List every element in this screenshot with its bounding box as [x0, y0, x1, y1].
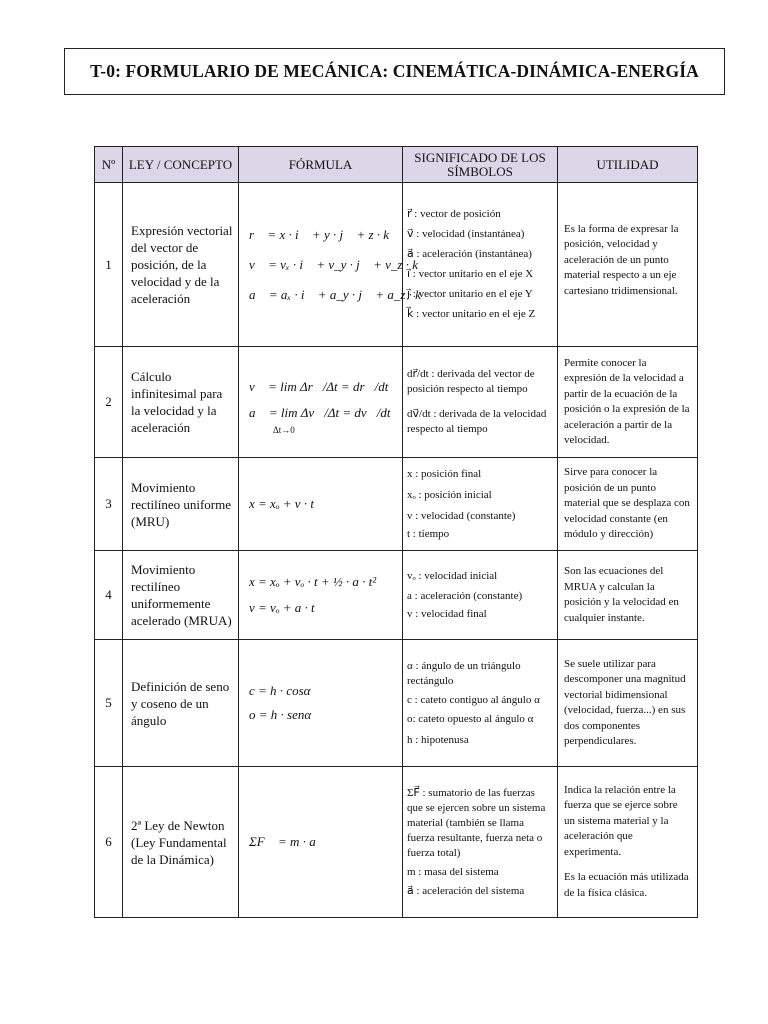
header-formula: FÓRMULA [239, 147, 403, 183]
row-symbols-cell [403, 551, 558, 640]
row-formula-cell [239, 347, 403, 458]
table-row [95, 767, 698, 918]
formula-line: v⃗ = lim Δr⃗/Δt = dr⃗/dt [249, 379, 389, 394]
symbol-line: dr⃗/dt : derivada del vector de posición respecto al tiempo [407, 368, 535, 395]
symbol-line: a⃗ : aceleración (instantánea) [407, 248, 532, 260]
row-symbols-cell [403, 458, 558, 551]
row-concept: Expresión vectorial del vector de posición, de la velocidad y de la aceleración [123, 183, 239, 347]
table-row [95, 347, 698, 458]
row-utility-cell [558, 551, 698, 640]
table-row [95, 551, 698, 640]
formula-line: a⃗ = aₓ · i⃗ + a_y · j⃗ + a_z · k⃗ [249, 286, 432, 302]
row-concept: Definición de seno y coseno de un ángulo [123, 640, 239, 767]
row-number: 5 [95, 640, 123, 767]
formula-line: v = vₒ + a · t [249, 600, 315, 615]
formula-line: v⃗ = vₓ · i⃗ + v_y · j⃗ + v_z · k⃗ [249, 256, 429, 272]
row-utility-cell [558, 458, 698, 551]
header-row [95, 147, 698, 183]
formula-line: r⃗ = x · i⃗ + y · j⃗ + z · k⃗ [249, 226, 400, 242]
formula-line: c = h · cosα [249, 683, 311, 698]
formula-line: o = h · senα [249, 707, 312, 722]
formula-table [94, 146, 698, 918]
limit-subscript: Δt→0 [273, 425, 295, 435]
symbol-line: r⃗ : vector de posición [407, 208, 501, 220]
row-concept: Movimiento rectilíneo uniformemente acelerado (MRUA) [123, 551, 239, 640]
row-formula-cell [239, 551, 403, 640]
formula-line: x = xₒ + vₒ · t + ½ · a · t² [249, 574, 377, 589]
symbol-line: x : posición final [407, 467, 482, 480]
symbol-line: c : cateto contiguo al ángulo α [407, 693, 540, 706]
symbol-line: a⃗ : aceleración del sistema [407, 884, 525, 897]
row-number: 4 [95, 551, 123, 640]
utility-text: Es la forma de expresar la posición, velocidad y aceleración de un punto material respecto a un eje cartesiano tridimensional. [564, 222, 679, 297]
header-utility: UTILIDAD [558, 147, 698, 183]
row-utility-cell [558, 640, 698, 767]
formula-line: x = xₒ + v · t [249, 496, 314, 511]
symbol-line: j⃗ : vector unitario en el eje Y [407, 288, 533, 300]
utility-text: Es la ecuación más utilizada de la física clásica. [564, 871, 689, 899]
row-formula-cell [239, 640, 403, 767]
row-concept: Movimiento rectilíneo uniforme (MRU) [123, 458, 239, 551]
symbol-line: o: cateto opuesto al ángulo α [407, 712, 534, 725]
row-formula-cell [239, 767, 403, 918]
table-row [95, 458, 698, 551]
utility-text: Permite conocer la expresión de la velocidad a partir de la ecuación de la posición o la expresión de la aceleración a partir de la velocidad. [564, 356, 690, 446]
row-number: 6 [95, 767, 123, 918]
formula-line: a⃗ = lim Δv⃗/Δt = dv⃗/dt [249, 405, 391, 420]
row-formula-cell [239, 183, 432, 347]
row-number: 3 [95, 458, 123, 551]
symbol-line: m : masa del sistema [407, 865, 499, 878]
utility-text: Son las ecuaciones del MRUA y calculan la posición y la velocidad en cualquier instante. [564, 565, 679, 624]
symbol-line: xₒ : posición inicial [407, 488, 492, 501]
symbol-line: i⃗ : vector unitario en el eje X [407, 268, 534, 280]
utility-text: Indica la relación entre la fuerza que se ejerce sobre un sistema material y la aceleración que experimenta. [564, 783, 678, 858]
table-row [95, 183, 698, 347]
row-symbols-cell [403, 640, 558, 767]
symbol-line: dv⃗/dt : derivada de la velocidad respecto al tiempo [407, 408, 547, 435]
row-number: 1 [95, 183, 123, 347]
header-symbols: SIGNIFICADO DE LOS SÍMBOLOS [403, 147, 558, 183]
row-utility-cell [558, 347, 698, 458]
symbol-line: ΣF⃗ : sumatorio de las fuerzas que se ejercen sobre un sistema material (también se llama fuerza resultante, fuerza neta o fuerza total) [407, 786, 546, 859]
symbol-line: v : velocidad final [407, 607, 487, 620]
page-title: T-0: FORMULARIO DE MECÁNICA: CINEMÁTICA-DINÁMICA-ENERGÍA [90, 61, 699, 81]
formula-line: ΣF⃗ = m · a⃗ [249, 834, 326, 849]
row-symbols-cell [403, 767, 558, 918]
symbol-line: a : aceleración (constante) [407, 589, 523, 602]
row-symbols-cell [403, 347, 558, 458]
row-concept: 2ª Ley de Newton (Ley Fundamental de la Dinámica) [123, 767, 239, 918]
symbol-line: v⃗ : velocidad (instantánea) [407, 228, 525, 240]
table-row [95, 640, 698, 767]
row-utility-cell [558, 767, 698, 918]
header-ley: LEY / CONCEPTO [123, 147, 239, 183]
row-utility-cell [558, 183, 698, 347]
utility-text: Se suele utilizar para descomponer una magnitud vectorial bidimensional (velocidad, fuerza...) en sus dos componentes perpendiculares. [564, 657, 686, 747]
symbol-line: t : tiempo [407, 527, 450, 540]
utility-text: Sirve para conocer la posición de un punto material que se desplaza con velocidad constante (en módulo y dirección) [564, 466, 690, 541]
symbol-line: h : hipotenusa [407, 733, 469, 746]
row-concept: Cálculo infinitesimal para la velocidad y la aceleración [123, 347, 239, 458]
title-box [64, 48, 725, 95]
symbol-line: v : velocidad (constante) [407, 509, 516, 522]
symbol-line: vₒ : velocidad inicial [407, 569, 498, 582]
row-formula-cell [239, 458, 403, 551]
symbol-line: α : ángulo de un triángulo rectángulo [407, 659, 521, 687]
row-number: 2 [95, 347, 123, 458]
symbol-line: k⃗ : vector unitario en el eje Z [407, 308, 536, 320]
header-num: Nº [95, 147, 123, 183]
